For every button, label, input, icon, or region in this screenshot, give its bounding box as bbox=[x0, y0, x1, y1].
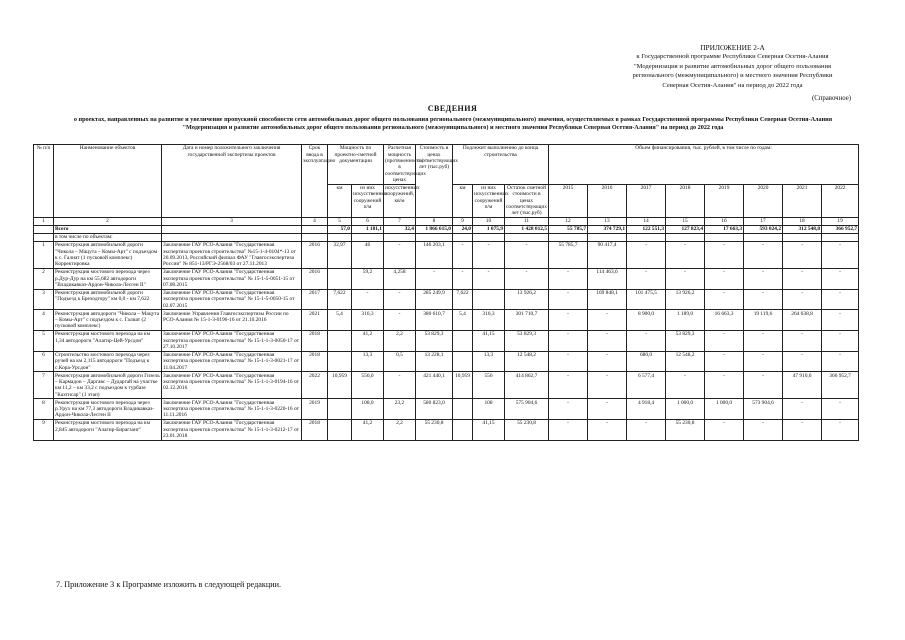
value-cell: - bbox=[783, 331, 822, 352]
value-cell: 301 710,7 bbox=[505, 310, 549, 331]
value-cell: - bbox=[705, 289, 744, 310]
value-cell: - bbox=[783, 420, 822, 441]
total-value-cell: 1 428 012,5 bbox=[505, 225, 549, 233]
value-cell: - bbox=[744, 420, 783, 441]
row-number-cell: 7 bbox=[34, 372, 54, 399]
value-cell: 13 228,1 bbox=[416, 351, 453, 372]
header-comp-km: км bbox=[453, 184, 473, 217]
conclusion-cell: Заключение ГАУ РСО-Алания "Государственная экспертиза проектов строительства" №15-1-4-0104*-13 от 20.09.2013, Российский филиал ФАУ "Главгосэкспертиза России" № 851-13/РГЭ-2568/03 от 27.11.2013 bbox=[162, 242, 302, 269]
conclusion-cell: Заключение ГАУ РСО-Алания "Государственная экспертиза проектов строительства" № 15-1-1-3-0212-17 от 23.01.2018 bbox=[162, 420, 302, 441]
document-title: СВЕДЕНИЯ bbox=[427, 104, 478, 113]
value-cell: 53 829,3 bbox=[666, 331, 705, 352]
including-empty-cell bbox=[822, 233, 859, 241]
value-cell: 55 785,7 bbox=[549, 242, 588, 269]
value-cell: - bbox=[549, 372, 588, 399]
appendix-line: "Модернизация и развитие автомобильных дорог общего пользования bbox=[633, 62, 832, 70]
value-cell: 16 663,3 bbox=[705, 310, 744, 331]
value-cell: 13 926,2 bbox=[505, 289, 549, 310]
row-number-cell: 6 bbox=[34, 351, 54, 372]
value-cell: - bbox=[453, 269, 473, 290]
value-cell: - bbox=[822, 331, 859, 352]
value-cell: 41,2 bbox=[352, 420, 384, 441]
conclusion-cell: Заключение ГАУ РСО-Алания "Государственная экспертиза проектов строительства" № 15-1-5-0050-15 от 02.07.2015 bbox=[162, 289, 302, 310]
object-name-cell: Строительство мостового перехода через ручей на км 2,115 автодороги "Подъезд к с.Кора-Урсдон" bbox=[54, 351, 162, 372]
value-cell: - bbox=[473, 242, 505, 269]
header-cost: Стоимость в ценах соответствующих лет (тыс.руб) bbox=[416, 145, 453, 218]
value-cell: - bbox=[666, 269, 705, 290]
appendix-line: к Государственной программе Республики Северная Осетия-Алания bbox=[636, 53, 829, 61]
column-number-cell: 13 bbox=[588, 217, 627, 225]
value-cell: 680,0 bbox=[627, 351, 666, 372]
value-cell: 7,622 bbox=[328, 289, 352, 310]
including-empty-cell bbox=[588, 233, 627, 241]
value-cell: - bbox=[705, 242, 744, 269]
object-name-cell: Реконструкция мостового перехода на км 2,845 автодороги "Алагир-Бирагзанг" bbox=[54, 420, 162, 441]
value-cell: 2016 bbox=[302, 242, 328, 269]
value-cell bbox=[453, 351, 473, 372]
conclusion-cell: Заключение ГАУ РСО-Алания "Государственная экспертиза проектов строительства" № 15-1-1-3-0194-16 от 02.12.2016 bbox=[162, 372, 302, 399]
value-cell: 55 230,8 bbox=[416, 420, 453, 441]
value-cell: 316,3 bbox=[352, 310, 384, 331]
value-cell: - bbox=[666, 372, 705, 399]
column-number-row bbox=[34, 217, 859, 225]
total-value-cell: 32,4 bbox=[384, 225, 416, 233]
value-cell: - bbox=[705, 331, 744, 352]
value-cell: 23,2 bbox=[384, 399, 416, 420]
document-subtitle: о проектах, направленных на развитие и увеличение пропускной способности сети автомобильных дорог общего пользования регионального (межмуниципального) значения, осуществляемых в рамках Государственной программы Республики Северная Осетия-Алания "Модернизация и развитие автомобильных дорог общего пользования регионального (межмуниципального) и местного значения Республики Северная Осетия-Алания" на период до 2022 года bbox=[73, 116, 833, 132]
header-year: 2021 bbox=[783, 184, 822, 217]
value-cell: 10,959 bbox=[453, 372, 473, 399]
including-empty-cell bbox=[384, 233, 416, 241]
including-empty-cell bbox=[549, 233, 588, 241]
row-number-cell: 1 bbox=[34, 242, 54, 269]
value-cell: 47 910,0 bbox=[783, 372, 822, 399]
object-name-cell: Реконструкция автомобильной дороги Гизель – Кармадон – Даргавс – Дударгай на участке км 11,2 – км 33,2 с подъездом к турбазе "Кахтисар" (1 этап) bbox=[55, 372, 160, 398]
value-cell: - bbox=[549, 269, 588, 290]
including-empty-cell bbox=[505, 233, 549, 241]
conclusion-cell: Заключение Управления Главгосэкспертизы России по РСО-Алания № 15-1-3-0196-16 от 21.10.2016 bbox=[162, 310, 302, 331]
object-name-cell: Реконструкция автомобильной дороги "Подъезд к Бреходгору" км 0,0 - км 7,622 bbox=[54, 289, 162, 310]
value-cell: 53 829,3 bbox=[416, 331, 453, 352]
value-cell: 53 829,3 bbox=[505, 331, 549, 352]
value-cell: 5,4 bbox=[328, 310, 352, 331]
value-cell: - bbox=[627, 420, 666, 441]
value-cell: 2018 bbox=[302, 331, 328, 352]
value-cell bbox=[328, 399, 352, 420]
value-cell: - bbox=[705, 420, 744, 441]
value-cell: 169 848,1 bbox=[588, 289, 627, 310]
value-cell: 41,15 bbox=[473, 420, 505, 441]
column-number-cell: 9 bbox=[453, 217, 473, 225]
value-cell: 2019 bbox=[302, 399, 328, 420]
value-cell: - bbox=[783, 269, 822, 290]
value-cell: 573 904,6 bbox=[744, 399, 783, 420]
value-cell: - bbox=[453, 242, 473, 269]
value-cell: - bbox=[549, 351, 588, 372]
value-cell: - bbox=[744, 289, 783, 310]
column-number-cell: 14 bbox=[627, 217, 666, 225]
including-empty-cell bbox=[416, 233, 453, 241]
value-cell: 316,3 bbox=[473, 310, 505, 331]
column-number-cell: 1 bbox=[34, 217, 54, 225]
including-empty-cell bbox=[328, 233, 352, 241]
table-row bbox=[34, 269, 859, 290]
appendix-heading: ПРИЛОЖЕНИЕ 2-А bbox=[700, 43, 765, 52]
value-cell: 2016 bbox=[302, 269, 328, 290]
value-cell: - bbox=[505, 242, 549, 269]
row-number-cell: 4 bbox=[34, 310, 54, 331]
header-year: 2018 bbox=[666, 184, 705, 217]
header-year: 2015 bbox=[549, 184, 588, 217]
header-financing: Объем финансирования, тыс. рублей, в том числе по годам: bbox=[549, 145, 859, 185]
column-number-cell: 17 bbox=[744, 217, 783, 225]
header-object: Наименование объектов bbox=[54, 145, 162, 218]
value-cell: 55 230,8 bbox=[666, 420, 705, 441]
appendix-line: регионального (межмуниципального) и местного значения Республики bbox=[632, 72, 833, 80]
value-cell: 0,5 bbox=[384, 351, 416, 372]
value-cell: 380 610,7 bbox=[416, 310, 453, 331]
total-label: Всего bbox=[54, 225, 162, 233]
appendix-line: Северная Осетия-Алания" на период до 2022 года bbox=[662, 81, 803, 89]
column-number-cell: 8 bbox=[416, 217, 453, 225]
total-value-cell: 374 729,1 bbox=[588, 225, 627, 233]
value-cell: 264 638,8 bbox=[783, 310, 822, 331]
conclusion-cell: Заключение ГАУ РСО-Алания "Государственная экспертиза проектов строительства" № 15-1-5-0051-15 от 07.08.2015 bbox=[162, 269, 302, 290]
value-cell: - bbox=[588, 372, 627, 399]
including-label: в том числе по объектам: bbox=[54, 233, 162, 241]
column-number-cell: 16 bbox=[705, 217, 744, 225]
value-cell: 556 bbox=[473, 372, 505, 399]
table-row bbox=[34, 331, 859, 352]
row-number-cell: 5 bbox=[34, 331, 54, 352]
table-row bbox=[34, 289, 859, 310]
value-cell: - bbox=[783, 242, 822, 269]
total-value-cell bbox=[302, 225, 328, 233]
value-cell bbox=[473, 289, 505, 310]
value-cell: 114 463,6 bbox=[588, 269, 627, 290]
value-cell: 2018 bbox=[302, 351, 328, 372]
value-cell: - bbox=[627, 269, 666, 290]
value-cell bbox=[453, 420, 473, 441]
value-cell: 1 000,0 bbox=[666, 399, 705, 420]
row-number-cell: 8 bbox=[34, 399, 54, 420]
value-cell: - bbox=[588, 351, 627, 372]
value-cell: - bbox=[384, 289, 416, 310]
value-cell: - bbox=[822, 310, 859, 331]
total-value-cell: 1 181,1 bbox=[352, 225, 384, 233]
header-year: 2017 bbox=[627, 184, 666, 217]
header-cap-km: км bbox=[328, 184, 352, 217]
value-cell: - bbox=[744, 372, 783, 399]
including-empty-cell bbox=[352, 233, 384, 241]
value-cell: - bbox=[549, 289, 588, 310]
value-cell: - bbox=[588, 399, 627, 420]
value-cell: 4,258 bbox=[384, 269, 416, 290]
header-year: 2019 bbox=[705, 184, 744, 217]
total-value-cell: 57,0 bbox=[328, 225, 352, 233]
value-cell: - bbox=[822, 242, 859, 269]
value-cell: 108 bbox=[473, 399, 505, 420]
table-row bbox=[34, 310, 859, 331]
table-row bbox=[34, 399, 859, 420]
column-number-cell: 3 bbox=[162, 217, 302, 225]
value-cell: - bbox=[666, 242, 705, 269]
header-commission: Срок ввода в эксплуатацию bbox=[302, 145, 328, 218]
total-no-cell bbox=[34, 225, 54, 233]
value-cell: 13,3 bbox=[352, 351, 384, 372]
total-value-cell: 127 823,4 bbox=[666, 225, 705, 233]
object-name-cell: Реконструкция мостового перехода через р.Дур-Дур на км 55,682 автодороги "Владикавказ-Ардон-Чикола-Лесген II" bbox=[54, 269, 162, 290]
total-conclusion-cell bbox=[162, 225, 302, 233]
value-cell: 13 926,2 bbox=[666, 289, 705, 310]
value-cell: - bbox=[822, 351, 859, 372]
total-value-cell: 1 866 615,0 bbox=[416, 225, 453, 233]
conclusion-cell: Заключение ГАУ РСО-Алания "Государственная экспертиза проектов строительства" № 15-1-1-3-0050-17 от 27.10.2017 bbox=[162, 331, 302, 352]
row-number-cell: 9 bbox=[34, 420, 54, 441]
value-cell: 4 918,4 bbox=[627, 399, 666, 420]
table-row bbox=[34, 242, 859, 269]
header-cap-art: из них искусственных сооружений п/м bbox=[352, 184, 384, 217]
header-no: № п/п bbox=[34, 145, 54, 218]
value-cell: 421 440,1 bbox=[416, 372, 453, 399]
column-number-cell: 12 bbox=[549, 217, 588, 225]
value-cell: - bbox=[822, 399, 859, 420]
column-number-cell: 11 bbox=[505, 217, 549, 225]
object-name-cell: Реконструкция автомобильной дороги "Чикола – Мацута – Комы-Арт" с подъездом к с. Галиат (1 пусковой комплекс) Корректировка bbox=[54, 242, 162, 269]
header-conclusion: Дата и номер положительного заключения государственной экспертизы проектов bbox=[162, 145, 302, 218]
value-cell: - bbox=[505, 269, 549, 290]
value-cell: - bbox=[744, 269, 783, 290]
total-value-cell: 1 075,9 bbox=[473, 225, 505, 233]
conclusion-cell: Заключение ГАУ РСО-Алания "Государственная экспертиза проектов строительства" № 15-1-1-3-0220-16 от 11.11.2016 bbox=[162, 399, 302, 420]
value-cell: 1 189,0 bbox=[666, 310, 705, 331]
value-cell: - bbox=[384, 372, 416, 399]
including-empty-cell bbox=[627, 233, 666, 241]
total-value-cell: 593 024,2 bbox=[744, 225, 783, 233]
column-number-cell: 18 bbox=[783, 217, 822, 225]
value-cell: 12 548,2 bbox=[505, 351, 549, 372]
value-cell: - bbox=[549, 310, 588, 331]
column-number-cell: 15 bbox=[666, 217, 705, 225]
value-cell: - bbox=[384, 310, 416, 331]
value-cell: 285 249,9 bbox=[416, 289, 453, 310]
header-year: 2016 bbox=[588, 184, 627, 217]
including-empty-cell bbox=[744, 233, 783, 241]
projects-table bbox=[33, 144, 859, 441]
value-cell: - bbox=[822, 289, 859, 310]
value-cell: 13,3 bbox=[473, 351, 505, 372]
reference-note: (Справочное) bbox=[811, 95, 851, 102]
including-no-cell bbox=[34, 233, 54, 241]
including-empty-cell bbox=[162, 233, 302, 241]
value-cell: - bbox=[705, 372, 744, 399]
column-number-cell: 7 bbox=[384, 217, 416, 225]
value-cell bbox=[328, 420, 352, 441]
value-cell: 366 952,7 bbox=[822, 372, 859, 399]
header-comp-art: из них искусственных сооружений п/м bbox=[473, 184, 505, 217]
conclusion-cell: Заключение ГАУ РСО-Алания "Государственная экспертиза проектов строительства" № 15-1-1-3-0021-17 от 11.04.2017 bbox=[162, 351, 302, 372]
value-cell: 8 900,0 bbox=[627, 310, 666, 331]
including-empty-cell bbox=[705, 233, 744, 241]
total-row bbox=[34, 225, 859, 233]
value-cell: 32,97 bbox=[328, 242, 352, 269]
including-empty-cell bbox=[453, 233, 473, 241]
object-name-cell: Реконструкция автодороги "Чикола – Мацута – Комы-Арт" с подъездом к с. Галиат (2 пусковой комплекс) bbox=[54, 310, 162, 331]
value-cell: - bbox=[822, 269, 859, 290]
including-empty-cell bbox=[783, 233, 822, 241]
value-cell: 19 119,6 bbox=[744, 310, 783, 331]
including-empty-cell bbox=[302, 233, 328, 241]
column-number-cell: 10 bbox=[473, 217, 505, 225]
value-cell: 2022 bbox=[302, 372, 328, 399]
value-cell: 580 823,0 bbox=[416, 399, 453, 420]
total-value-cell: 17 663,3 bbox=[705, 225, 744, 233]
value-cell: 10,959 bbox=[328, 372, 352, 399]
including-row bbox=[34, 233, 859, 241]
value-cell bbox=[328, 351, 352, 372]
table-row bbox=[34, 351, 859, 372]
column-number-cell: 5 bbox=[328, 217, 352, 225]
including-empty-cell bbox=[666, 233, 705, 241]
column-number-cell: 4 bbox=[302, 217, 328, 225]
total-value-cell: 24,0 bbox=[453, 225, 473, 233]
value-cell: - bbox=[744, 242, 783, 269]
appendix-header bbox=[590, 43, 875, 90]
value-cell: - bbox=[588, 420, 627, 441]
value-cell: - bbox=[549, 420, 588, 441]
value-cell: - bbox=[588, 331, 627, 352]
table-row bbox=[34, 420, 859, 441]
value-cell: - bbox=[416, 269, 453, 290]
value-cell: 2,2 bbox=[384, 420, 416, 441]
object-name-cell: Реконструкция мостового перехода на км 1,34 автодороги "Алагир-Цей-Урсдон" bbox=[54, 331, 162, 352]
value-cell: 108,0 bbox=[352, 399, 384, 420]
total-value-cell: 55 785,7 bbox=[549, 225, 588, 233]
footnote: 7. Приложение 3 к Программе изложить в следующей редакции. bbox=[56, 580, 282, 589]
value-cell: 414 862,7 bbox=[505, 372, 549, 399]
value-cell: - bbox=[549, 399, 588, 420]
value-cell: 2,2 bbox=[384, 331, 416, 352]
column-number-cell: 2 bbox=[54, 217, 162, 225]
value-cell: 7,622 bbox=[453, 289, 473, 310]
header-year: 2022 bbox=[822, 184, 859, 217]
value-cell: 2018 bbox=[302, 420, 328, 441]
column-number-cell: 6 bbox=[352, 217, 384, 225]
value-cell: - bbox=[744, 351, 783, 372]
including-empty-cell bbox=[473, 233, 505, 241]
value-cell: - bbox=[588, 310, 627, 331]
value-cell: - bbox=[352, 289, 384, 310]
value-cell: 90 417,4 bbox=[588, 242, 627, 269]
value-cell: 41,15 bbox=[473, 331, 505, 352]
row-number-cell: 3 bbox=[34, 289, 54, 310]
value-cell: - bbox=[705, 269, 744, 290]
value-cell bbox=[453, 399, 473, 420]
value-cell: 12 548,2 bbox=[666, 351, 705, 372]
table-row bbox=[34, 372, 859, 399]
header-capacity: Мощность по проектно-сметной документации bbox=[328, 145, 384, 185]
value-cell: - bbox=[783, 399, 822, 420]
value-cell: 55 230,8 bbox=[505, 420, 549, 441]
value-cell: - bbox=[783, 351, 822, 372]
object-name-cell: Реконструкция мостового перехода через р.Урух на км 77,3 автодороги Владикавказ-Ардон-Чикола-Лесген II bbox=[54, 399, 162, 420]
header-calc-sub: искусственных сооружений, кв/м bbox=[384, 184, 416, 217]
value-cell: - bbox=[473, 269, 505, 290]
value-cell: 59,2 bbox=[352, 269, 384, 290]
value-cell: - bbox=[744, 331, 783, 352]
column-number-cell: 19 bbox=[822, 217, 859, 225]
value-cell: 2017 bbox=[302, 289, 328, 310]
value-cell: 46 bbox=[352, 242, 384, 269]
value-cell: 146 203,1 bbox=[416, 242, 453, 269]
value-cell bbox=[328, 331, 352, 352]
value-cell bbox=[328, 269, 352, 290]
value-cell bbox=[453, 331, 473, 352]
value-cell: - bbox=[384, 242, 416, 269]
value-cell: - bbox=[705, 351, 744, 372]
header-calc-capacity: Расчетная мощность (протяженность) в соответствующих ценах bbox=[385, 145, 426, 183]
value-cell: - bbox=[549, 331, 588, 352]
value-cell: - bbox=[627, 242, 666, 269]
value-cell: 6 577,4 bbox=[627, 372, 666, 399]
value-cell: 5,4 bbox=[453, 310, 473, 331]
value-cell: - bbox=[822, 420, 859, 441]
total-value-cell: 366 952,7 bbox=[822, 225, 859, 233]
value-cell: 101 475,5 bbox=[627, 289, 666, 310]
header-year: 2020 bbox=[744, 184, 783, 217]
header-comp-rest: Остаток сметной стоимости в ценах соответствующих лет (тыс.руб) bbox=[506, 184, 547, 217]
row-number-cell: 2 bbox=[34, 269, 54, 290]
value-cell: 556,0 bbox=[352, 372, 384, 399]
header-completed: Подлежит выполнению до конца строительства bbox=[453, 145, 549, 185]
value-cell: - bbox=[783, 289, 822, 310]
value-cell: 41,2 bbox=[352, 331, 384, 352]
value-cell: - bbox=[627, 331, 666, 352]
total-value-cell: 312 548,8 bbox=[783, 225, 822, 233]
value-cell: 1 000,0 bbox=[705, 399, 744, 420]
value-cell: 2021 bbox=[302, 310, 328, 331]
total-value-cell: 122 551,3 bbox=[627, 225, 666, 233]
value-cell: 575 904,6 bbox=[505, 399, 549, 420]
